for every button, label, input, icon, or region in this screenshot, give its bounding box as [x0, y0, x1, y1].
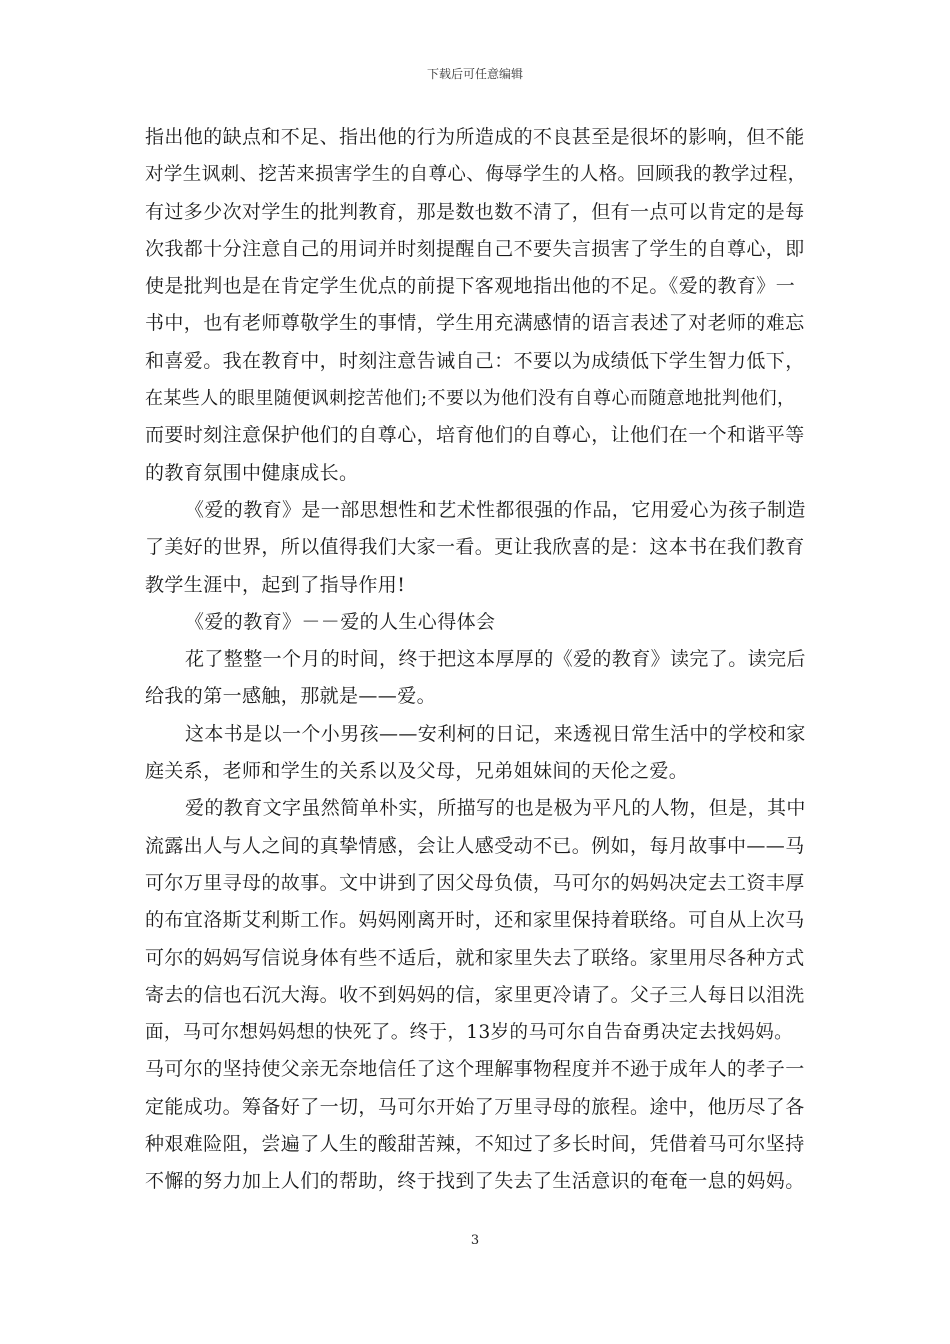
- text-line: 种艰难险阻，尝遍了人生的酸甜苦辣，不知过了多长时间，凭借着马可尔坚持: [145, 1133, 805, 1156]
- document-body: [145, 119, 807, 1201]
- text-line: 指出他的缺点和不足、指出他的行为所造成的不良甚至是很坏的影响，但不能: [145, 126, 805, 148]
- page-number: 3: [470, 1233, 480, 1248]
- text-line: 了美好的世界，所以值得我们大家一看。更让我欣喜的是：这本书在我们教育: [145, 536, 805, 559]
- text-line: 可尔的妈妈写信说身体有些不适后，就和家里失去了联络。家里用尽各种方式: [145, 946, 805, 969]
- paragraph: [145, 790, 807, 1200]
- text-line: 不懈的努力加上人们的帮助，终于找到了失去了生活意识的奄奄一息的妈妈。: [145, 1170, 805, 1193]
- page-header: 下载后可任意编辑: [426, 67, 523, 81]
- paragraph: [145, 641, 807, 716]
- text-line: 定能成功。筹备好了一切，马可尔开始了万里寻母的旅程。途中，他历尽了各: [145, 1095, 805, 1118]
- paragraph: [145, 716, 807, 791]
- paragraph: [145, 604, 807, 641]
- text-line: 有过多少次对学生的批判教育，那是数也数不清了，但有一点可以肯定的是每: [145, 200, 805, 223]
- text-line: 流露出人与人之间的真挚情感，会让人感受动不已。例如，每月故事中——马: [145, 834, 805, 857]
- text-line: 的布宜洛斯艾利斯工作。妈妈刚离开时，还和家里保持着联络。可自从上次马: [145, 909, 805, 932]
- text-line: 在某些人的眼里随便讽刺挖苦他们;不要以为他们没有自尊心而随意地批判他们，: [145, 388, 796, 410]
- text-line: 爱的教育文字虽然简单朴实，所描写的也是极为平凡的人物，但是，其中: [185, 797, 806, 820]
- text-line: 而要时刻注意保护他们的自尊心，培育他们的自尊心，让他们在一个和谐平等: [145, 424, 805, 447]
- text-line: 书中，也有老师尊敬学生的事情，学生用充满感情的语言表述了对老师的难忘: [145, 312, 805, 335]
- text-line: 教学生涯中，起到了指导作用!: [145, 573, 406, 596]
- text-line: 这本书是以一个小男孩——安利柯的日记，来透视日常生活中的学校和家: [185, 722, 806, 745]
- text-line: 马可尔的坚持使父亲无奈地信任了这个理解事物程度并不逊于成年人的孝子一: [145, 1058, 805, 1081]
- text-line: 面，马可尔想妈妈想的快死了。终于，13岁的马可尔自告奋勇决定去找妈妈。: [145, 1022, 794, 1044]
- text-line: 《爱的教育》是一部思想性和艺术性都很强的作品，它用爱心为孩子制造: [185, 498, 806, 521]
- text-line: 次我都十分注意自己的用词并时刻提醒自己不要失言损害了学生的自尊心，即: [145, 237, 805, 260]
- text-line: 和喜爱。我在教育中，时刻注意告诫自己：不要以为成绩低下学生智力低下，: [145, 349, 805, 372]
- text-line: 的教育氛围中健康成长。: [145, 461, 359, 484]
- paragraph: [145, 119, 807, 492]
- text-line: 对学生讽刺、挖苦来损害学生的自尊心、侮辱学生的人格。回顾我的教学过程，: [145, 164, 807, 186]
- text-line: 给我的第一感触，那就是——爱。: [145, 685, 437, 708]
- text-line: 庭关系，老师和学生的关系以及父母，兄弟姐妹间的天伦之爱。: [145, 760, 689, 783]
- text-line: 花了整整一个月的时间，终于把这本厚厚的《爱的教育》读完了。读完后: [185, 648, 806, 671]
- text-line: 使是批判也是在肯定学生优点的前提下客观地指出他的不足。《爱的教育》一: [145, 275, 796, 298]
- text-line: 《爱的教育》－－爱的人生心得体会: [185, 610, 496, 633]
- paragraph: [145, 492, 807, 604]
- text-line: 寄去的信也石沉大海。收不到妈妈的信，家里更冷请了。父子三人每日以泪洗: [145, 983, 805, 1006]
- text-line: 可尔万里寻母的故事。文中讲到了因父母负债，马可尔的妈妈决定去工资丰厚: [145, 871, 805, 894]
